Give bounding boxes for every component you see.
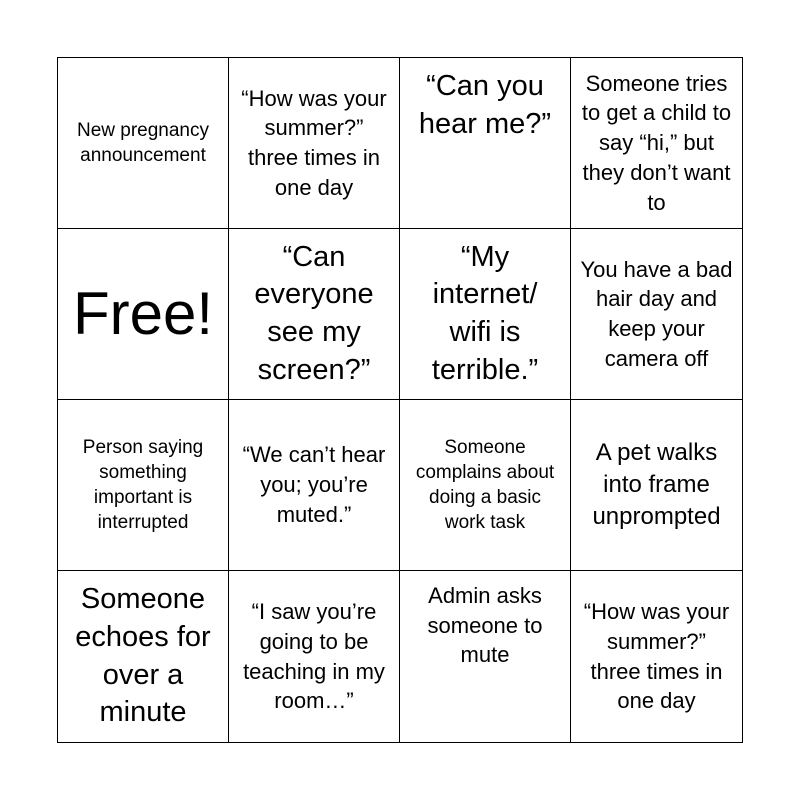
bingo-cell-text: “My internet/ wifi is terrible.” bbox=[431, 240, 539, 386]
free-space-cell[interactable] bbox=[58, 229, 229, 400]
bingo-cell-text: “How was your summer?” three times in one day bbox=[583, 599, 730, 714]
bingo-cell[interactable] bbox=[58, 400, 229, 571]
bingo-cell-text: Admin asks someone to mute bbox=[427, 583, 543, 668]
bingo-cell-text: New pregnancy announcement bbox=[76, 119, 210, 166]
bingo-cell-text: “I saw you’re going to be teaching in my room…” bbox=[243, 599, 385, 714]
bingo-cell[interactable] bbox=[229, 58, 400, 229]
bingo-cell[interactable] bbox=[229, 229, 400, 400]
bingo-cell[interactable] bbox=[571, 571, 742, 742]
bingo-cell-text: A pet walks into frame unprompted bbox=[592, 439, 721, 530]
bingo-cell[interactable] bbox=[571, 58, 742, 229]
bingo-cell-text: Person saying something important is interrupted bbox=[82, 436, 204, 534]
bingo-cell[interactable] bbox=[400, 229, 571, 400]
bingo-cell-text: Someone tries to get a child to say “hi,” but they don’t want to bbox=[581, 70, 732, 215]
free-space-text: Free! bbox=[72, 280, 214, 347]
bingo-cell[interactable] bbox=[58, 571, 229, 742]
bingo-cell[interactable] bbox=[229, 571, 400, 742]
bingo-cell-text: “How was your summer?” three times in one day bbox=[241, 85, 387, 200]
bingo-cell-text: You have a bad hair day and keep your camera off bbox=[580, 256, 733, 371]
bingo-cell[interactable] bbox=[58, 58, 229, 229]
bingo-cell[interactable] bbox=[571, 229, 742, 400]
bingo-cell-text: Someone echoes for over a minute bbox=[75, 583, 211, 729]
bingo-cell[interactable] bbox=[400, 571, 571, 742]
bingo-cell-text: “We can’t hear you; you’re muted.” bbox=[242, 442, 386, 527]
bingo-cell[interactable] bbox=[400, 400, 571, 571]
bingo-cell-text: “Can you hear me?” bbox=[418, 70, 552, 140]
bingo-cell-text: Someone complains about doing a basic work task bbox=[415, 436, 555, 534]
bingo-cell[interactable] bbox=[400, 58, 571, 229]
bingo-cell[interactable] bbox=[571, 400, 742, 571]
bingo-cell[interactable] bbox=[229, 400, 400, 571]
bingo-board bbox=[57, 57, 743, 743]
bingo-cell-text: “Can everyone see my screen?” bbox=[254, 240, 374, 386]
